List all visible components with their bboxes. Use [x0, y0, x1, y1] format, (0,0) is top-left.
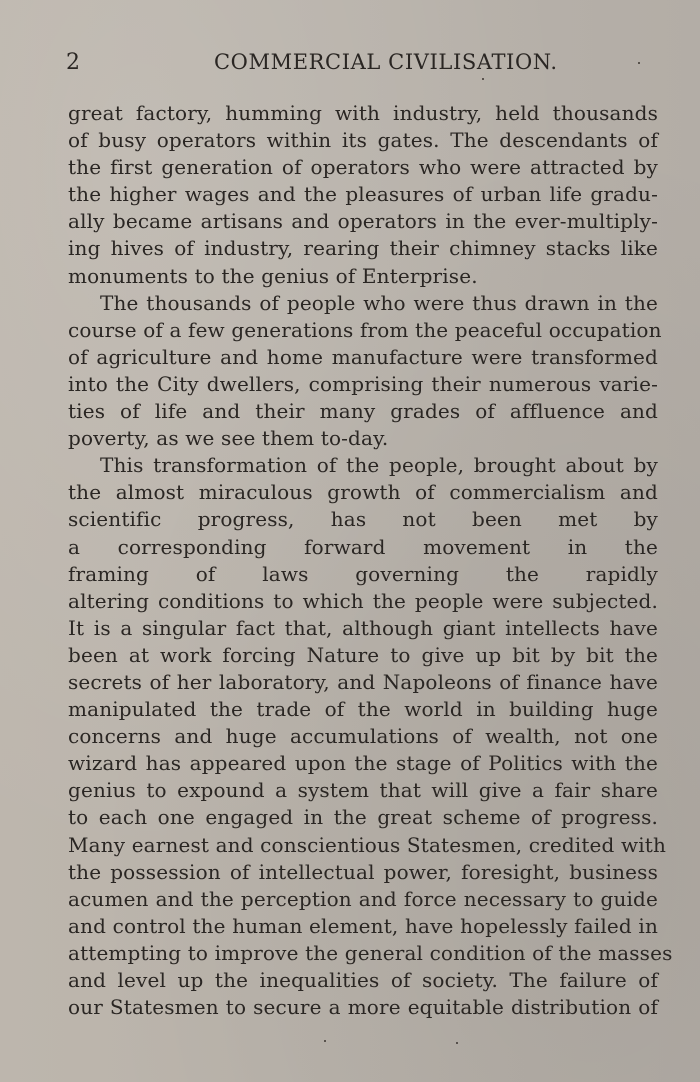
paper-speck	[638, 62, 640, 64]
text-line: ties of life and their many grades of affluence and	[68, 399, 658, 424]
text-line: into the City dwellers, comprising their numerous varie-	[68, 371, 658, 396]
text-line: course of a few generations from the peaceful occupation	[68, 317, 662, 342]
text-line: Many earnest and conscientious Statesmen, credited with	[68, 832, 666, 857]
text-line: attempting to improve the general condition of the masses	[68, 940, 673, 965]
text-line: the first generation of operators who were attracted by	[68, 155, 658, 180]
text-line: been at work forcing Nature to give up bit by bit the	[68, 642, 658, 667]
text-line: It is a singular fact that, although giant intellects have	[68, 615, 658, 640]
text-line: of agriculture and home manufacture were transformed	[68, 344, 658, 369]
text-line: wizard has appeared upon the stage of Politics with the	[68, 751, 658, 776]
text-line: monuments to the genius of Enterprise.	[68, 263, 478, 288]
text-line: genius to expound a system that will give a fair share	[68, 778, 658, 803]
text-line: a corresponding forward movement in the	[68, 534, 658, 559]
text-line: ally became artisans and operators in the ever-multiply-	[68, 209, 658, 234]
text-line: The thousands of people who were thus drawn in the	[100, 290, 658, 315]
text-line: poverty, as we see them to-day.	[68, 426, 389, 451]
text-line: altering conditions to which the people were subjected.	[68, 588, 658, 613]
body-text	[68, 100, 673, 1021]
text-line: secrets of her laboratory, and Napoleons of finance have	[68, 669, 658, 694]
text-line: This transformation of the people, brought about by	[100, 453, 658, 478]
text-line: concerns and huge accumulations of wealth, not one	[68, 724, 658, 749]
page-number: 2	[66, 50, 80, 75]
text-line: manipulated the trade of the world in building huge	[68, 697, 658, 722]
text-line: ing hives of industry, rearing their chimney stacks like	[68, 236, 658, 261]
text-line: to each one engaged in the great scheme of progress.	[68, 805, 658, 830]
text-line: and level up the inequalities of society. The failure of	[68, 968, 658, 992]
paper-speck	[324, 1040, 326, 1042]
text-line: and control the human element, have hopelessly failed in	[68, 913, 658, 938]
text-line: the higher wages and the pleasures of urban life gradu-	[68, 182, 658, 207]
text-line: our Statesmen to secure a more equitable distribution of	[68, 995, 658, 1020]
text-line: the possession of intellectual power, foresight, business	[68, 859, 658, 884]
text-line: scientific progress, has not been met by	[68, 507, 658, 532]
page-header	[66, 50, 656, 80]
text-line: framing of laws governing the rapidly	[68, 561, 658, 586]
text-line: great factory, humming with industry, held thousands	[68, 101, 658, 125]
text-line: acumen and the perception and force necessary to guide	[68, 886, 658, 911]
paper-speck	[456, 1042, 458, 1044]
text-line: the almost miraculous growth of commercialism and	[68, 480, 658, 505]
text-line: of busy operators within its gates. The descendants of	[68, 128, 658, 153]
paper-speck	[482, 78, 484, 80]
running-head: COMMERCIAL CIVILISATION.	[214, 50, 558, 74]
